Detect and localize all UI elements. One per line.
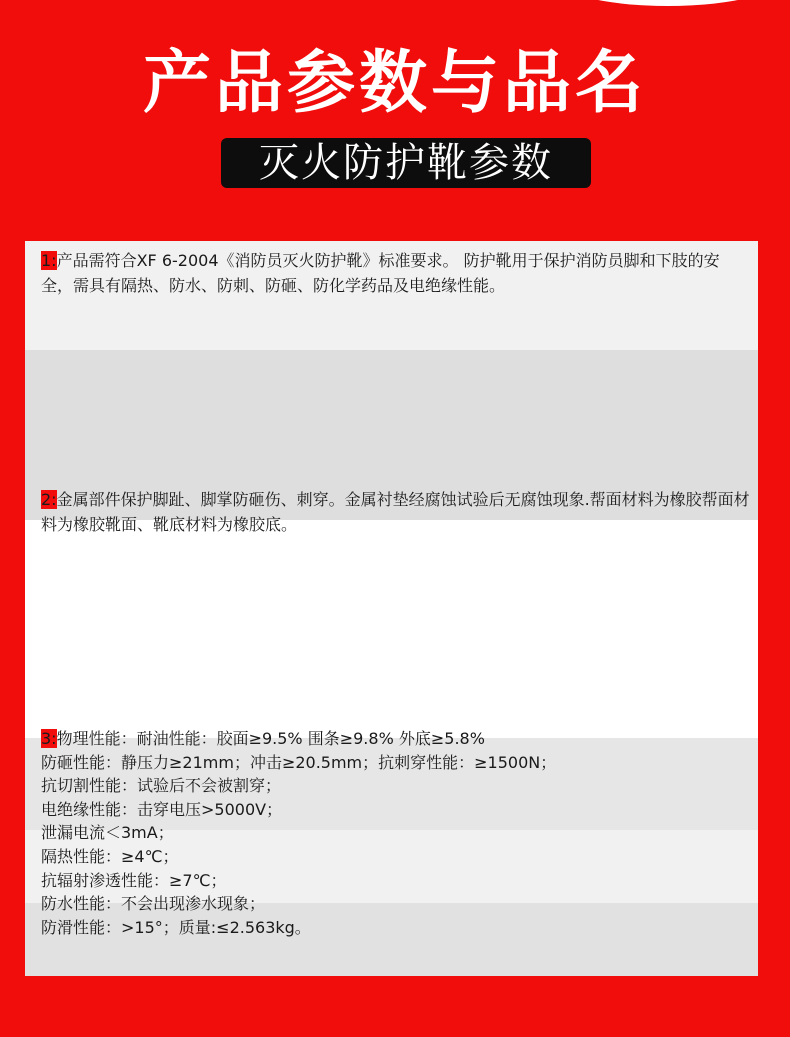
section-text: 金属部件保护脚趾、脚掌防砸伤、刺穿。金属衬垫经腐蚀试验后无腐蚀现象.帮面材料为橡胶帮面材料为橡胶靴面、靴底材料为橡胶底。 bbox=[41, 490, 750, 534]
section-text: 产品需符合XF 6-2004《消防员灭火防护靴》标准要求。 防护靴用于保护消防员脚和下肢的安全，需具有隔热、防水、防刺、防砸、防化学药品及电绝缘性能。 bbox=[41, 251, 720, 295]
spec-section-1 bbox=[41, 248, 751, 298]
spec-line: 泄漏电流＜3mA； bbox=[41, 823, 174, 843]
spec-line: 抗辐射渗透性能：≥7℃； bbox=[41, 870, 227, 890]
subtitle-banner: 灭火防护靴参数 bbox=[221, 138, 591, 188]
section-number: 3: bbox=[41, 729, 57, 748]
spec-line: 防水性能：不会出现渗水现象； bbox=[41, 894, 266, 914]
decorative-arc bbox=[548, 0, 788, 6]
page-title: 产品参数与品名 bbox=[142, 44, 647, 123]
section-number: 1: bbox=[41, 251, 57, 270]
spec-line: 防滑性能：>15°；质量:≤2.563kg。 bbox=[41, 917, 311, 937]
spec-line: 隔热性能：≥4℃； bbox=[41, 846, 179, 866]
spec-line-text: 物理性能：耐油性能：胶面≥9.5% 围条≥9.8% 外底≥5.8% bbox=[56, 729, 485, 748]
spec-section-3 bbox=[41, 727, 751, 939]
spec-line bbox=[41, 727, 751, 751]
spec-line: 防砸性能：静压力≥21mm；冲击≥20.5mm；抗刺穿性能：≥1500N； bbox=[41, 752, 557, 772]
panel-band bbox=[25, 520, 758, 738]
section-number: 2: bbox=[41, 490, 57, 509]
spec-line: 抗切割性能：试验后不会被割穿； bbox=[41, 776, 282, 796]
spec-line: 电绝缘性能：击穿电压>5000V； bbox=[41, 799, 283, 819]
spec-panel bbox=[25, 241, 758, 976]
spec-section-2 bbox=[41, 487, 751, 537]
